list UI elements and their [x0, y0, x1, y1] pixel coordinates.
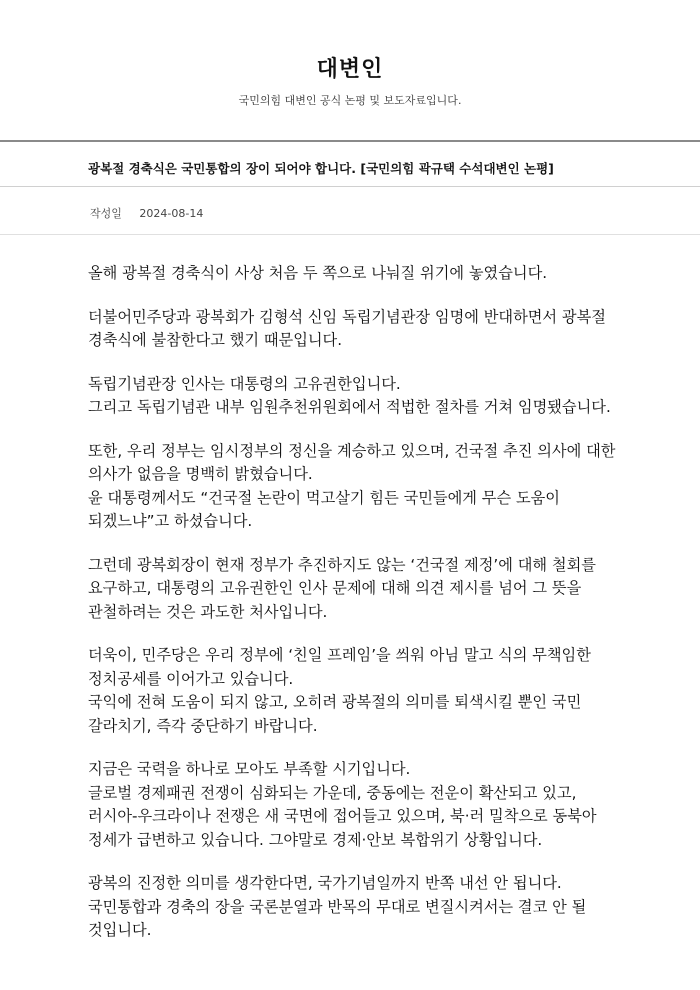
paragraph [88, 554, 616, 625]
header-divider [0, 140, 700, 142]
article-body [88, 262, 616, 963]
article-title: 광복절 경축식은 국민통합의 장이 되어야 합니다. [국민의힘 곽규택 수석대변인 논평] [88, 161, 554, 176]
paragraph-line: 그리고 독립기념관 내부 임원추천위원회에서 적법한 절차를 거쳐 임명됐습니다. [88, 398, 611, 416]
paragraph [88, 373, 616, 420]
paragraph-line: 광복의 진정한 의미를 생각한다면, 국가기념일까지 반쪽 내선 안 됩니다. [88, 874, 562, 892]
paragraph-line: 올해 광복절 경축식이 사상 처음 두 쪽으로 나눠질 위기에 놓였습니다. [88, 264, 548, 282]
paragraph [88, 306, 616, 353]
date-value: 2024-08-14 [139, 207, 204, 220]
paragraph-line: 그런데 광복회장이 현재 정부가 추진하지도 않는 ‘건국절 제정’에 대해 철회를 요구하고, 대통령의 고유권한인 인사 문제에 대해 의견 제시를 넘어 그 뜻을 관철하려는 것은 과도한 처사입니다. [88, 555, 596, 621]
paragraph-line: 더불어민주당과 광복회가 김형석 신임 독립기념관장 임명에 반대하면서 광복절 경축식에 불참한다고 했기 때문입니다. [88, 307, 606, 349]
title-divider [0, 186, 700, 187]
meta-divider [0, 234, 700, 235]
paragraph-line: 윤 대통령께서도 “건국절 논란이 먹고살기 힘든 국민들에게 무슨 도움이 되겠느냐”고 하셨습니다. [88, 488, 560, 530]
paragraph-line: 독립기념관장 인사는 대통령의 고유권한입니다. [88, 374, 401, 393]
date-label: 작성일 [90, 207, 122, 220]
paragraph [88, 440, 616, 534]
page-header [0, 0, 700, 145]
paragraph-line: 또한, 우리 정부는 임시정부의 정신을 계승하고 있으며, 건국절 추진 의사에 대한 의사가 없음을 명백히 밝혔습니다. [88, 441, 616, 483]
paragraph-line: 글로벌 경제패권 전쟁이 심화되는 가운데, 중동에는 전운이 확산되고 있고, 러시아-우크라이나 전쟁은 새 국면에 접어들고 있으며, 북·러 밀착으로 동북아 정세가 급변하고 있습니다. 그야말로 경제·안보 복합위기 상황입니다. [88, 783, 597, 849]
article-meta [90, 205, 203, 221]
page-subtitle: 국민의힘 대변인 공식 논평 및 보도자료입니다. [238, 94, 462, 107]
paragraph [88, 758, 616, 852]
paragraph [88, 872, 616, 943]
paragraph [88, 644, 616, 738]
paragraph-line: 국민통합과 경축의 장을 국론분열과 반목의 무대로 변질시켜서는 결코 안 될 것입니다. [88, 897, 587, 939]
paragraph-line: 국익에 전혀 도움이 되지 않고, 오히려 광복절의 의미를 퇴색시킬 뿐인 국민 갈라치기, 즉각 중단하기 바랍니다. [88, 693, 582, 735]
paragraph [88, 262, 616, 286]
paragraph-line: 지금은 국력을 하나로 모아도 부족할 시기입니다. [88, 760, 411, 778]
page-title: 대변인 [316, 57, 384, 82]
paragraph-line: 더욱이, 민주당은 우리 정부에 ‘친일 프레임’을 씌워 아님 말고 식의 무책임한 정치공세를 이어가고 있습니다. [88, 646, 591, 688]
